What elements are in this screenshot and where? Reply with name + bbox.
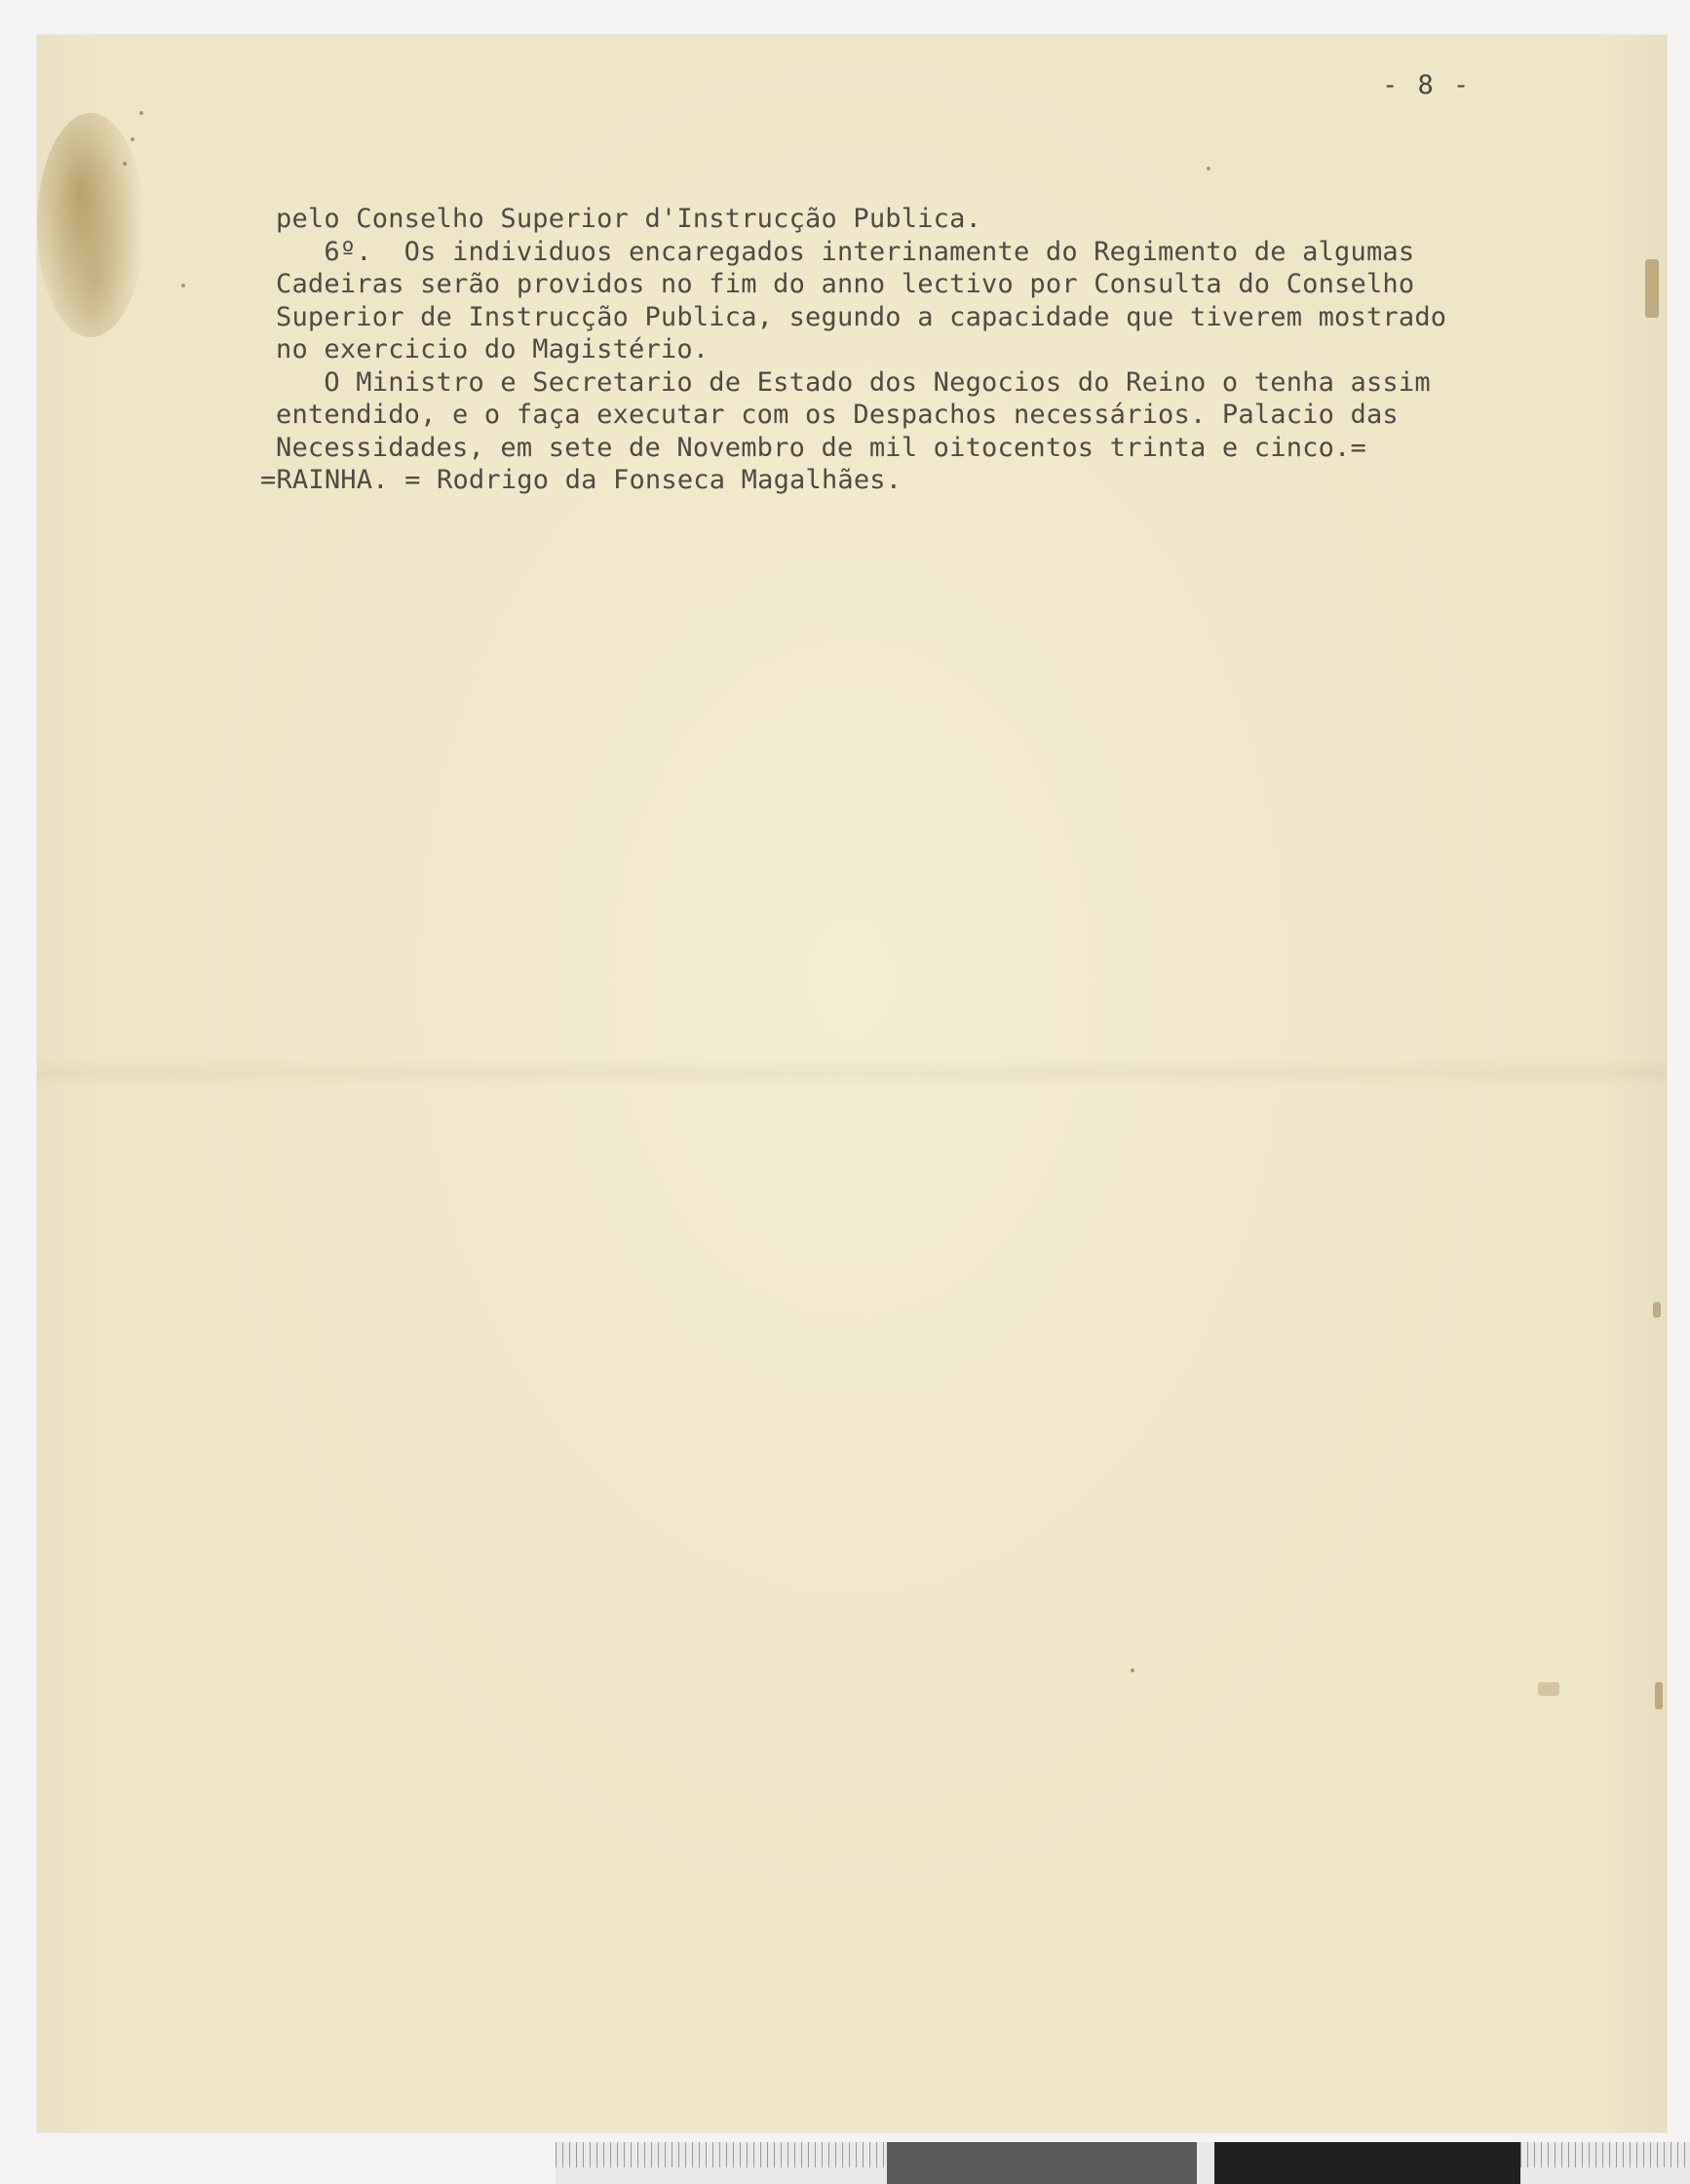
paper-fold-line [37, 1058, 1667, 1088]
text-line: Superior de Instrucção Publica, segundo a capacidade que tiverem mostrado [276, 301, 1447, 332]
edge-tear-mark [1538, 1682, 1559, 1696]
text-line: pelo Conselho Superior d'Instrucção Publica. [276, 204, 982, 234]
document-body [260, 203, 1484, 497]
ink-speck [181, 284, 185, 287]
color-calibration-ruler [556, 2142, 1690, 2184]
edge-tear-mark [1655, 1682, 1663, 1709]
ink-speck [131, 137, 134, 141]
edge-tear-mark [1653, 1302, 1661, 1318]
ruler-ticks [556, 2142, 887, 2167]
page-number: - 8 - [1382, 70, 1472, 100]
text-line: O Ministro e Secretario de Estado dos Negocios do Reino o tenha assim [276, 366, 1431, 398]
ruler-gap [1197, 2142, 1214, 2184]
text-line: 6º. Os individuos encaregados interinamente do Regimento de algumas [276, 236, 1415, 267]
text-line: no exercicio do Magistério. [276, 334, 710, 364]
grey-patch [887, 2142, 1197, 2184]
text-line: =RAINHA. = Rodrigo da Fonseca Magalhães. [260, 465, 903, 495]
stain-mark [37, 113, 144, 337]
ink-speck [1131, 1668, 1134, 1672]
ink-speck [139, 111, 143, 115]
ruler-ticks [1520, 2142, 1690, 2167]
text-line: Cadeiras serão providos no fim do anno lectivo por Consulta do Conselho [276, 269, 1415, 299]
ink-speck [1207, 167, 1210, 171]
text-line: entendido, e o faça executar com os Despachos necessários. Palacio das [276, 400, 1399, 430]
edge-tear-mark [1645, 259, 1659, 318]
text-line: Necessidades, em sete de Novembro de mil oitocentos trinta e cinco.= [276, 432, 1366, 463]
black-patch [1214, 2142, 1520, 2184]
ink-speck [123, 162, 127, 166]
